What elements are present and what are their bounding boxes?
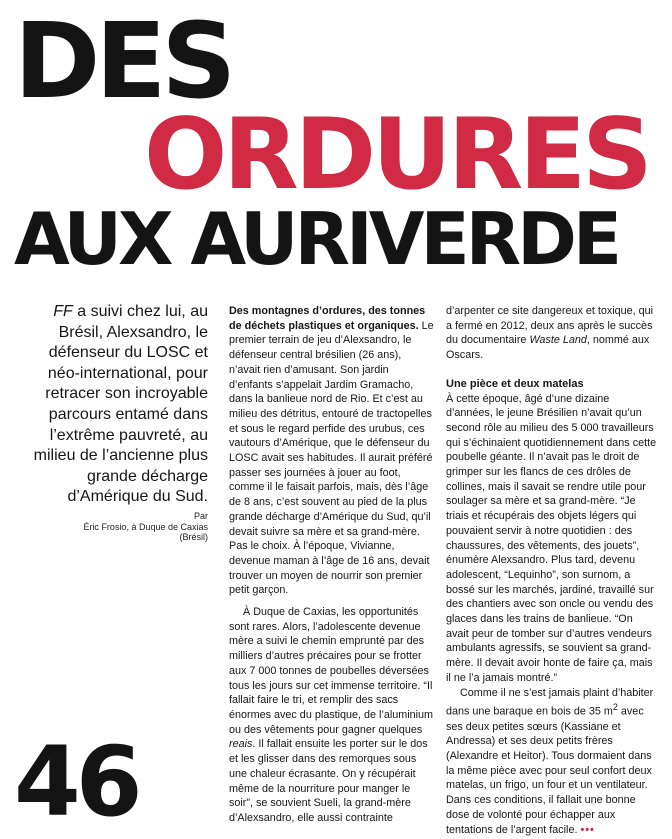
- article-paragraph-2: [229, 605, 434, 826]
- page-number: 46: [14, 726, 138, 838]
- article-film-title: Waste: [529, 334, 563, 347]
- end-mark: •••: [580, 823, 595, 836]
- headline-line-2: ORDURES: [144, 98, 649, 212]
- article-italic-word: reais: [229, 738, 253, 751]
- article-text: Le premier terrain de jeu d’Alexsandro, le défenseur central brésilien (26 ans), n’avait rien d’amusant. Son jardin d’enfants s’appelait Jardim Gramacho, dans la banlieue nord de Rio. Et c’est au milieu des détritus, entouré de tractopelles et sous le regard perfide des urubus, ces vautours d’Amérique, que le défenseur du LOSC avait ses habitudes. Il aurait préféré passer ses journées à jouer au foot, comme il le faisait parfois, mais, dès l’âge de 8 ans, c’est souvent au pied de la plus grande décharge d’Amérique du Sud, qu’il devait suivre sa mère et sa grand-mère. Pas le choix. À l’époque, Vivianne, devenue maman à l’âge de 16 ans, devait trouver un moyen de nourrir son premier petit garçon.: [229, 319, 434, 597]
- article-text: À Duque de Caxias, les opportunités sont rares. Alors, l’adolescente devenue mère a suivi le chemin emprunté par des milliers d’autres précaires pour se frotter aux 7 000 tonnes de poubelles déversées tous les jours sur cet immense territoire. “Il fallait faire le tri, et remplir des sacs énormes avec du plastique, de l’aluminium ou des vêtements pour gagner quelques: [229, 606, 434, 736]
- article-paragraph-4: [446, 686, 658, 838]
- headline-line-1: DES: [14, 0, 232, 122]
- article-text: ,: [586, 334, 593, 347]
- byline: [80, 511, 208, 543]
- article-superscript: 2: [612, 702, 618, 713]
- intro-magazine-name: FF: [53, 303, 73, 320]
- byline-author: Éric Frosio, à Duque de Caxias (Brésil): [83, 521, 208, 543]
- article-film-title: Land: [562, 334, 587, 347]
- article-subhead: Une pièce et deux matelas: [446, 377, 584, 390]
- article-text: avec ses deux petites sœurs (Kassiane et Andressa) et ses deux petits frères (Alexandre et Heitor). Tous dormaient dans la même pièce avec pour seul confort deux matelas, un frigo, un four et un ventilateur. Dans ces conditions, il fallait une bonne dose de volonté pour échapper aux tentations de l’argent facile.: [446, 705, 652, 836]
- intro-text: a suivi chez lui, au Brésil, Alexsandro, le défenseur du LOSC et néo-international, pour retracer son incroyable parcours entamé dans l’extrême pauvreté, au milieu de l’ancienne plus grande décharge d’Amérique du Sud.: [33, 303, 208, 506]
- intro-paragraph: [14, 302, 208, 508]
- article-lead: Des montagnes d’ordures, des tonnes de déchets plastiques et organiques.: [229, 305, 426, 332]
- article-paragraph-3: À cette époque, âgé d’une dizaine d’années, le jeune Brésilien n’avait qu’un second rôle au milieu des 5 000 travailleurs qui s’échinaient quotidiennement dans cette poubelle géante. Il n’avait pas le droit de grimper sur les flancs de ces drôles de collines, mais il savait se rendre utile pour soulager sa mère et sa grand-mère. “Je triais et récupérais des objets légers qui pouvaient servir à notre quotidien : des chaussures, des vêtements, des jouets”, énumère Alexsandro. Plus tard, devenu adolescent, “Lequinho”, son surnom, a bossé sur les marchés, jardiné, travaillé sur des chantiers avec son oncle ou vendu des glaces dans les trains de banlieue. “On avait peur de tomber sur d’autres vendeurs ambulants agressifs, se souvient sa grand-mère. Il devait avoir honte de faire ça, mais il ne l’a jamais montré.”: [446, 392, 657, 684]
- headline-line-3: AUX AURIVERDE: [14, 197, 619, 281]
- article-text: . Il fallait ensuite les porter sur le dos et les glisser dans des remorques sous une chaleur écrasante. On y récupérait même de la nourriture pour manger le soir”, se souvient Sueli, la grand-mère d’Alexsandro, elle aussi contrainte: [229, 738, 428, 824]
- article-text: Comme: [460, 686, 501, 699]
- article-paragraph-2: [446, 304, 658, 363]
- article-text: nommé aux Oscars.: [446, 334, 650, 362]
- byline-label: Par: [193, 511, 208, 521]
- article-text: il ne s’est jamais plaint d’habiter dans une baraque en bois de 35 m: [446, 686, 654, 718]
- article-paragraph-1: [229, 304, 434, 598]
- article-text: d’arpenter ce site dangereux et toxique, qui a fermé en 2012, deux ans après le succès du documentaire: [446, 305, 654, 347]
- article-column-1: [229, 304, 434, 826]
- article-column-2: [446, 304, 658, 837]
